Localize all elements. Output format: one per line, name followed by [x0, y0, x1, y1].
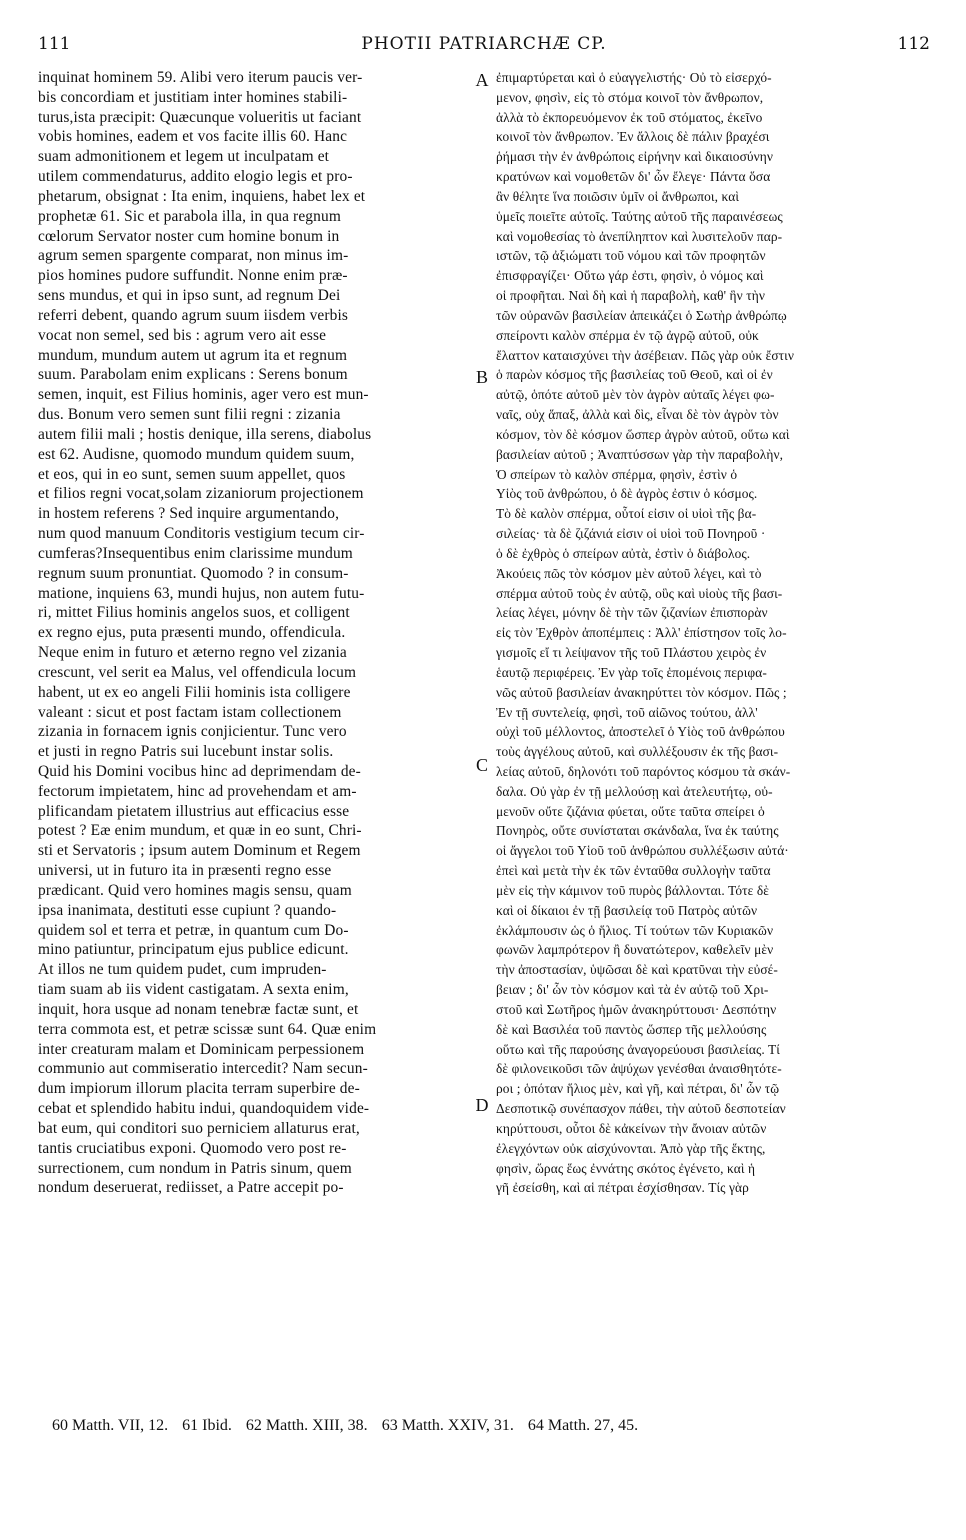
footnote-63: 63 Matth. XXIV, 31.	[381, 1417, 514, 1434]
running-header	[38, 34, 930, 58]
footnote-62: 62 Matth. XIII, 38.	[245, 1417, 368, 1434]
latin-text-line: inquit, hora usque ad nonam tenebræ factæ sunt, et	[38, 1000, 359, 1018]
latin-text-line: communio aut commiseratio intercedit? Nam secun-	[38, 1060, 368, 1078]
latin-text-line: pios homines pudore suffundit. Nonne enim præ-	[38, 267, 348, 285]
latin-column	[38, 68, 470, 1198]
latin-text-line: cumferas?Insequentibus enim clarissime mundum	[38, 544, 353, 562]
greek-text-line: ροι ; ὁπόταν ἥλιος μὲν, καὶ γῆ, καὶ πέτραι, δι' ὧν τῷ	[496, 1081, 780, 1097]
latin-text-line: inter creaturam malam et Dominicam perpessionem	[38, 1040, 365, 1058]
greek-text-line: Ἐν τῇ συντελείᾳ, φησὶ, τοῦ αἰῶνος τούτου, ἀλλ'	[496, 704, 758, 720]
greek-text-line: δὲ φιλονεικοῦσι τῶν ἀψύχων γενέσθαι ἀναισθητότε-	[496, 1061, 782, 1077]
greek-text-line: ὁ δὲ ἐχθρὸς ὁ σπείρων αὐτὰ, ἐστὶν ὁ διάβολος.	[496, 545, 751, 561]
greek-text-line: οὐχὶ τοῦ μέλλοντος, ἀποστελεῖ ὁ Υἱὸς τοῦ ἀνθρώπου	[496, 724, 785, 740]
latin-text-line: agrum semen spargente comparat, non minus im-	[38, 247, 349, 265]
greek-text-line: βειαν ; δι' ὧν τὸν κόσμον καὶ τὰ ἐν αὐτῷ τοῦ Χρι-	[496, 982, 769, 998]
latin-text-line: vocat non semel, sed bis : agrum vero ait esse	[38, 326, 327, 344]
latin-text-line: surrectionem, cum nondum in Patris sinum, quem	[38, 1159, 352, 1177]
greek-text-line: κρατύνων καὶ νομοθετῶν δι' ὧν ἔλεγε· Πάντα ὅσα	[496, 169, 771, 185]
latin-text-line: et filios regni vocat,solam zizaniorum projectionem	[38, 485, 364, 503]
greek-text-line: κοινοῖ τὸν ἄνθρωπον. Ἐν ἄλλοις δὲ πάλιν βραχέσι	[496, 129, 770, 145]
greek-text-line: Ὁ σπείρων τὸ καλὸν σπέρμα, φησὶν, ἐστὶν ὁ	[496, 466, 738, 482]
latin-text-line: sens mundus, et qui in ipso sunt, ad regnum Dei	[38, 287, 341, 305]
greek-text-line: λείας αὐτοῦ, δηλονότι τοῦ παρόντος κόσμου τὰ σκάν-	[496, 763, 791, 779]
margin-marker-a: A	[475, 70, 489, 90]
latin-text-line: valeant : sicut et post factam istam collectionem	[38, 703, 342, 721]
latin-text-line: num quod manuum Conditoris vestigium tecum cir-	[38, 525, 365, 543]
greek-text-line: ἐπιμαρτύρεται καὶ ὁ εὐαγγελιστής· Οὐ τὸ εἰσερχό-	[496, 70, 772, 85]
greek-text-line: ἐπεὶ καὶ μετὰ τὴν ἐκ τῶν ἐνταῦθα συλλογὴν ταῦτα	[496, 863, 771, 879]
latin-text-line: tiam suam ab iis vident castigatam. A sexta enim,	[38, 981, 349, 999]
greek-text-line: φησὶν, ὥρας ἕως ἐννάτης σκότος ἐγένετο, καὶ ἡ	[496, 1160, 756, 1176]
latin-text-line: terra commota est, et petræ scissæ sunt 64. Quæ enim	[38, 1020, 377, 1038]
latin-text-line: suum. Parabolam enim explicans : Serens bonum	[38, 366, 348, 384]
footnote-64: 64 Matth. 27, 45.	[527, 1417, 639, 1434]
latin-text-line: crescunt, vel serit ea Malus, vel offendicula locum	[38, 663, 357, 681]
latin-text-line: ri, mittet Filius hominis angelos suos, et colligent	[38, 604, 350, 622]
latin-text-line: referri debent, quando agrum suum iisdem verbis	[38, 306, 349, 324]
margin-marker-b: B	[475, 367, 488, 387]
latin-text-line: est 62. Audisne, quomodo mundum quidem suum,	[38, 445, 355, 463]
footnotes	[52, 1417, 932, 1435]
greek-text-line: οὕτω καὶ τῆς παρούσης ἀναγορεύουσι βασιλείας. Τί	[496, 1041, 781, 1057]
latin-text-line: turus,ista præcipit: Quæcunque volueritis ut faciant	[38, 108, 362, 126]
greek-text-line: καὶ νομοθεσίας τὸ ἀνεπίληπτον καὶ λυσιτελοῦν παρ-	[496, 228, 783, 244]
latin-text-line: habent, ut ex eo angeli Filii hominis ista colligere	[38, 683, 351, 701]
margin-marker-c: C	[475, 755, 488, 775]
latin-text-line: universi, ut in futuro ita in præsenti regno esse	[38, 862, 332, 880]
greek-text-line: καὶ οἱ δίκαιοι ἐν τῇ βασιλείᾳ τοῦ Πατρὸς αὐτῶν	[496, 902, 758, 918]
margin-marker-d: D	[475, 1095, 489, 1115]
greek-text-line: στοῦ καὶ Σωτῆρος ἡμῶν ἀνακηρύττουσι· Δεσπότην	[496, 1001, 777, 1017]
running-title: PHOTII PATRIARCHÆ CP.	[361, 34, 607, 54]
greek-text-line: ἔλαττον καταισχύνει τὴν ἀσέβειαν. Πῶς γὰρ οὐκ ἔστιν	[496, 347, 794, 363]
latin-text-line: nondum deseruerat, rediisset, a Patre accepit po-	[38, 1179, 344, 1197]
latin-text-line: dum impiorum illorum placita terram superbire de-	[38, 1080, 360, 1098]
greek-text-line: αὐτῷ, ὁπότε αὐτοῦ μὲν τὸν ἀγρὸν αὐταῖς λέγει φω-	[496, 387, 775, 403]
greek-text-line: τοὺς ἀγγέλους αὐτοῦ, καὶ συλλέξουσιν ἐκ τῆς βασι-	[496, 744, 779, 760]
greek-text-line: οἱ ἄγγελοι τοῦ Υἱοῦ τοῦ ἀνθρώπου συλλέξωσιν αὐτά·	[496, 843, 789, 859]
latin-text-line: semen, inquit, est Filius hominis, ager vero est mun-	[38, 386, 369, 404]
latin-text-line: et eos, qui in eo sunt, semen suum appellet, quos	[38, 465, 346, 483]
latin-text-line: Neque enim in futuro et æterno regno vel zizania	[38, 644, 347, 662]
greek-text-line: οἱ προφῆται. Ναὶ δὴ καὶ ἡ παραβολὴ, καθ' ἣν τὴν	[496, 288, 765, 304]
greek-text-line: τὴν ἀποστασίαν, ὑψῶσαι δὲ καὶ κρατῦναι τὴν εὐσέ-	[496, 962, 778, 978]
greek-text-line: Τὸ δὲ καλὸν σπέρμα, οὗτοί εἰσιν οἱ υἱοὶ τῆς βα-	[496, 506, 757, 522]
greek-text-line: Πονηρὸς, οὔτε συνίσταται σκάνδαλα, ἵνα ἐκ ταύτης	[496, 823, 779, 839]
latin-text-line: bis concordiam et justitiam inter homines stabili-	[38, 88, 348, 106]
greek-text-line: σπέρμα αὐτοῦ τοὺς ἐν αὐτῷ, οὓς καὶ υἱοὺς τῆς βασι-	[496, 585, 783, 601]
latin-text-line: inquinat hominem 59. Alibi vero iterum paucis ver-	[38, 69, 363, 86]
greek-text-line: ὁ παρὼν κόσμος τῆς βασιλείας τοῦ Θεοῦ, καὶ οἱ ἐν	[496, 367, 773, 383]
greek-text-line: δὲ καὶ Βασιλέα τοῦ παντὸς ὥσπερ τῆς μελλούσης	[496, 1021, 767, 1037]
greek-text-line: γισμοῖς εἴ τι λείψανον τῆς τοῦ Πλάστου χειρὸς ἐν	[496, 645, 767, 661]
latin-text-line: prophetæ 61. Sic et parabola illa, in qua regnum	[38, 207, 341, 225]
greek-text-line: ἑαυτῷ περιφέρεις. Ἐν γὰρ τοῖς ἑπομένοις περιφα-	[496, 664, 767, 680]
greek-text-line: ἐκλάμπουσιν ὡς ὁ ἥλιος. Τί τούτων τῶν Κυριακῶν	[496, 922, 774, 938]
latin-text-line: regnum suum pronuntiat. Quomodo ? in consum-	[38, 564, 349, 582]
greek-text-line: ιστῶν, τῷ ἀξιώματι τοῦ νόμου καὶ τῶν προφητῶν	[496, 248, 766, 264]
greek-text-line: τῶν οὐρανῶν βασιλείαν ἀπεικάζει ὁ Σωτὴρ ἀνθρώπῳ	[496, 307, 787, 323]
greek-text-line: Ἀκούεις πῶς τὸν κόσμον μὲν αὐτοῦ λέγει, καὶ τὸ	[496, 565, 762, 581]
greek-text-line: ἀλλὰ τὸ ἐκπορευόμενον ἐκ τοῦ στόματος, ἐκεῖνο	[496, 109, 763, 125]
greek-text-line: μενον, φησὶν, εἰς τὸ στόμα κοινοῖ τὸν ἄνθρωπον,	[496, 89, 764, 105]
latin-text-line: fectorum impietatem, hinc ad provehendam et am-	[38, 782, 357, 800]
latin-text-line: potest ? Eæ enim mundum, et quæ in eo sunt, Chri-	[38, 822, 362, 840]
greek-text-line: εἰς τὸν Ἐχθρὸν ἀποπέμπεις : Ἀλλ' ἐπίστησον τοῖς λο-	[496, 625, 787, 641]
latin-text-line: ipsa inanimata, destituti esse cupiunt ? quando-	[38, 901, 337, 919]
page-number-right: 112	[897, 34, 930, 54]
latin-text-line: mino patiuntur, principatum ejus publice edicunt.	[38, 941, 349, 959]
latin-text-line: in hostem referens ? Sed inquire argumentando,	[38, 505, 340, 523]
latin-text-line: cœlorum Servator noster cum homine bonum in	[38, 227, 340, 245]
greek-text-line: σπείροντι καλὸν σπέρμα ἐν τῷ ἀγρῷ αὐτοῦ, οὐκ	[496, 327, 759, 343]
greek-text-line: γῆ ἐσείσθη, καὶ αἱ πέτραι ἐσχίσθησαν. Τίς γὰρ	[496, 1180, 749, 1196]
latin-text-line: utilem commendaturus, addito elogio legis et pro-	[38, 168, 353, 186]
greek-text-line: ναῖς, οὐχ ἅπαξ, ἀλλὰ καὶ δὶς, εἶναι δὲ τὸν ἀγρὸν τὸν	[496, 407, 779, 423]
greek-text-line: φωνῶν λαμπρότερον ἢ δυνατώτερον, καθελεῖν μὲν	[496, 942, 774, 958]
greek-text-line: μὲν εἰς τὴν κάμινον τοῦ πυρὸς βάλλονται. Τότε δὲ	[496, 882, 769, 898]
latin-text-line: plificandam pietatem illustrius aut efficacius esse	[38, 802, 350, 820]
greek-text-line: βασιλείαν αὐτοῦ ; Ἀναπτύσσων γὰρ τὴν παραβολὴν,	[496, 446, 784, 462]
greek-text-line: ῥήμασι τὴν ἐν ἀνθρώποις εἰρήνην καὶ δικαιοσύνην	[496, 149, 774, 165]
page-number-left: 111	[38, 34, 71, 54]
greek-text-line: σιλείας· τὰ δὲ ζιζάνιά εἰσιν οἱ υἱοὶ τοῦ Πονηροῦ ·	[496, 526, 766, 542]
latin-text-line: dus. Bonum vero semen sunt filii regni : zizania	[38, 406, 341, 424]
greek-text-line: ἐλεγχόντων οὐκ αἰσχύνονται. Ἀπὸ γὰρ τῆς ἕκτης,	[496, 1140, 766, 1156]
greek-text-line: ἂν θέλητε ἵνα ποιῶσιν ὑμῖν οἱ ἄνθρωποι, καὶ	[496, 188, 740, 204]
latin-text-line: phetarum, obsignat : Ita enim, inquiens, habet lex et	[38, 187, 366, 205]
latin-text-line: cebat et splendido habitu indui, quandoquidem vide-	[38, 1100, 370, 1118]
greek-text-line: νῶς αὐτοῦ βασιλείαν ἀνακηρύττει τὸν κόσμον. Πῶς ;	[496, 684, 787, 700]
greek-text-line: λείας λέγει, μόνην δὲ τὴν τῶν ζιζανίων ἐπισπορὰν	[496, 605, 768, 621]
latin-text-line: prædicant. Quid vero homines magis sensu, quam	[38, 881, 352, 899]
latin-text-line: matione, inquiens 63, mundi hujus, non autem futu-	[38, 584, 365, 602]
greek-text-line: μενοῦν οὔτε ζιζάνια φύεται, οὔτε ταῦτα σπείρει ὁ	[496, 803, 765, 819]
greek-text-line: Δεσποτικῷ συνέπασχον πάθει, τὴν αὐτοῦ δεσποτείαν	[496, 1101, 786, 1117]
latin-text-line: zizania in fornacem ignis conjicientur. Tunc vero	[38, 723, 347, 741]
greek-text-line: ὑμεῖς ποιεῖτε αὐτοῖς. Ταύτης αὐτοῦ τῆς παραινέσεως	[496, 208, 783, 224]
latin-text-line: et justi in regno Patris sui lucebunt instar solis.	[38, 743, 334, 761]
greek-text-line: ἐπισφραγίζει· Οὕτω γάρ ἐστι, φησὶν, ὁ νόμος καὶ	[496, 268, 764, 284]
latin-text-line: autem filii mali ; hostis denique, illa serens, diabolus	[38, 425, 372, 443]
greek-column	[496, 68, 932, 1198]
latin-text-line: bat eum, qui conditori suo perniciem allaturus erat,	[38, 1119, 360, 1137]
greek-text-line: κηρύττουσι, οὗτοι δὲ κἀκείνων τὴν ἄνοιαν αὐτῶν	[496, 1120, 767, 1136]
latin-text-line: ex regno ejus, puta præsenti mundo, offendicula.	[38, 624, 346, 642]
latin-text-line: mundum, mundum autem ut agrum ita et regnum	[38, 346, 348, 364]
latin-text-line: suam admonitionem et legem ut inculpatam et	[38, 148, 330, 166]
latin-text-line: vobis homines, eadem et vos facite illis 60. Hanc	[38, 128, 348, 146]
greek-text-line: δαλα. Οὐ γὰρ ἐν τῇ μελλούσῃ καὶ ἀτελευτήτῳ, οὐ-	[496, 783, 773, 799]
latin-text-line: tantis cruciatibus exponi. Quomodo vero post re-	[38, 1139, 347, 1157]
greek-text-line: κόσμον, τὸν δὲ κόσμον ὥσπερ ἀγρὸν αὐτοῦ, οὕτω καὶ	[496, 426, 790, 442]
greek-text-line: Υἱὸς τοῦ ἀνθρώπου, ὁ δὲ ἀγρὸς ἐστιν ὁ κόσμος.	[496, 486, 758, 502]
latin-text-line: At illos ne tum quidem pudet, cum impruden-	[38, 961, 327, 979]
latin-text-line: sti et Servatoris ; ipsum autem Dominum et Regem	[38, 842, 361, 860]
footnote-60: 60 Matth. VII, 12.	[52, 1417, 169, 1434]
latin-text-line: Quid his Domini vocibus hinc ad deprimendam de-	[38, 762, 361, 780]
footnote-61: 61 Ibid.	[182, 1417, 232, 1434]
latin-text-line: quidem sol et terra et petræ, in quantum cum Do-	[38, 921, 349, 939]
